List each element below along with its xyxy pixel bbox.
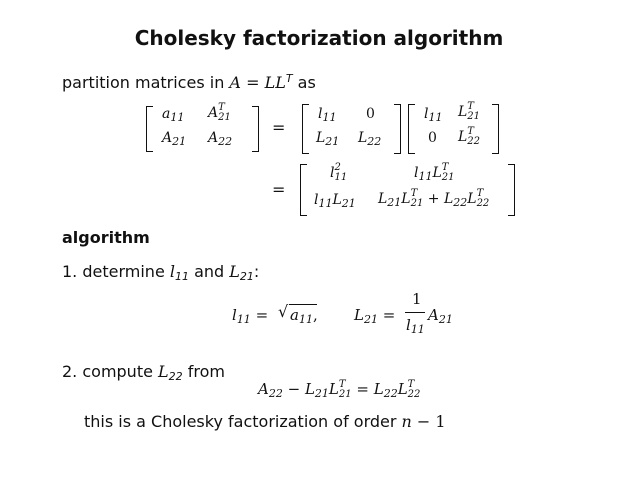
conclusion bbox=[84, 412, 446, 431]
cell-L22: $L_{22}$ bbox=[358, 130, 382, 148]
slide-title: Cholesky factorization algorithm bbox=[134, 26, 504, 50]
equals-sign-1: = bbox=[272, 118, 286, 137]
algorithm-heading: algorithm bbox=[62, 228, 150, 247]
matrix-LT-right-bracket bbox=[492, 104, 499, 154]
partition-T: T bbox=[285, 72, 293, 85]
conclusion-n: n bbox=[401, 412, 412, 431]
step-1-l: l bbox=[169, 262, 175, 281]
cell-A21: $A_{21}$ bbox=[162, 130, 187, 148]
partition-line bbox=[62, 72, 316, 92]
step-1-and: and bbox=[189, 262, 230, 281]
cell-a11: $a_{11}$ bbox=[162, 106, 185, 124]
step-1 bbox=[62, 262, 259, 283]
fraction-bar bbox=[405, 312, 425, 313]
step-2-L: L bbox=[158, 362, 169, 381]
cell-A21T: AT 21 bbox=[208, 102, 231, 123]
step-2-from: from bbox=[182, 362, 225, 381]
matrix-A-left-bracket bbox=[146, 106, 153, 152]
sqrt-bar bbox=[289, 304, 317, 305]
formula-1-l11: $l_{11}$ = bbox=[232, 306, 269, 326]
formula-2: $A_{22} - L_{21}LT$ $21 = L_{22}LT$ 22 bbox=[258, 379, 421, 400]
formula-1-A21: $A_{21}$ bbox=[428, 306, 453, 326]
partition-LL: LL bbox=[264, 73, 286, 92]
cell-lt-L21T: LT 21 bbox=[458, 101, 481, 122]
cell-bottom-right: $L_{21}LT$ $21 + L_{22}LT$ 22 bbox=[378, 188, 490, 209]
equals-sign-2: = bbox=[272, 180, 286, 199]
cell-l11-squared: l2 11 bbox=[330, 162, 348, 183]
matrix-L-right-bracket bbox=[394, 104, 401, 154]
step-2-text: 2. compute bbox=[62, 362, 159, 381]
formula-1-a11: $a_{11}$, bbox=[290, 306, 318, 326]
fraction-denominator: $l_{11}$ bbox=[406, 316, 425, 336]
step-2 bbox=[62, 362, 225, 383]
step-2-L-sub: 22 bbox=[168, 370, 183, 383]
step-1-text: 1. determine bbox=[62, 262, 170, 281]
sqrt-symbol: √ bbox=[278, 302, 289, 321]
conclusion-text: this is a Cholesky factorization of order bbox=[84, 412, 402, 431]
conclusion-minus-one: − 1 bbox=[411, 412, 446, 431]
cell-zero: 0 bbox=[366, 106, 375, 122]
step-1-l-sub: 11 bbox=[175, 270, 189, 283]
partition-suffix: as bbox=[292, 73, 316, 92]
cell-lt-L22T: LT 22 bbox=[458, 126, 481, 147]
matrix-LT-left-bracket bbox=[408, 104, 415, 154]
formula-1-L21: $L_{21}$ = bbox=[354, 306, 396, 326]
partition-A: A bbox=[229, 73, 241, 92]
matrix-A-right-bracket bbox=[252, 106, 259, 152]
partition-prefix: partition matrices in bbox=[62, 73, 230, 92]
cell-L21: $L_{21}$ bbox=[316, 130, 340, 148]
step-1-colon: : bbox=[253, 262, 260, 281]
cell-l11: $l_{11}$ bbox=[318, 106, 337, 124]
matrix-product-left-bracket bbox=[300, 164, 307, 216]
cell-lt-l11: $l_{11}$ bbox=[424, 106, 443, 124]
cell-l11-L21T: $l_{11}LT$ 21 bbox=[414, 162, 455, 183]
partition-eq: = bbox=[240, 73, 265, 92]
step-1-L-sub: 21 bbox=[239, 270, 254, 283]
fraction-numerator: 1 bbox=[412, 290, 422, 308]
matrix-product-right-bracket bbox=[508, 164, 515, 216]
cell-lt-zero: 0 bbox=[428, 130, 437, 146]
step-1-L: L bbox=[229, 262, 240, 281]
matrix-L-left-bracket bbox=[302, 104, 309, 154]
cell-A22: $A_{22}$ bbox=[208, 130, 233, 148]
cell-l11-L21: $l_{11}L_{21}$ bbox=[314, 192, 356, 210]
